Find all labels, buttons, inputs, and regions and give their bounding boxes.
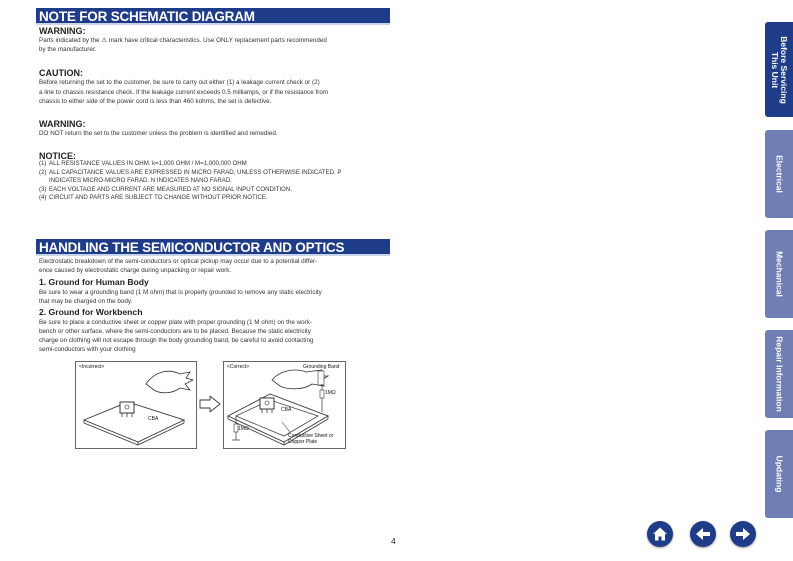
arrow-right-icon	[735, 526, 751, 542]
forward-button[interactable]	[730, 521, 756, 547]
notice-item	[39, 186, 341, 195]
notice-item	[39, 160, 341, 169]
tab-before-servicing[interactable]	[765, 22, 793, 117]
notice-number: (2)	[39, 168, 47, 176]
warning-heading: WARNING:	[39, 26, 86, 36]
incorrect-figure	[75, 361, 197, 449]
step1-heading: 1. Ground for Human Body	[39, 277, 149, 287]
notice-list	[39, 160, 341, 203]
notice-item	[39, 194, 341, 203]
notice-text: ALL RESISTANCE VALUES IN OHM. k=1,000 OHM / M=1,000,000 OHM	[49, 160, 247, 167]
tab-electrical[interactable]	[765, 130, 793, 218]
cba-label: CBA	[281, 407, 292, 413]
notice-text: ALL CAPACITANCE VALUES ARE EXPRESSED IN MICRO FARAD, UNLESS OTHERWISE INDICATED. P	[49, 168, 342, 176]
incorrect-label: <Incorrect>	[79, 364, 105, 370]
conductive-sheet-label: Conductive Sheet or	[288, 433, 334, 439]
tab-label: Electrical	[774, 155, 785, 193]
warning-text-line: Parts indicated by the ⚠ mark have critical characteristics. Use ONLY replacement parts recommended	[39, 37, 327, 44]
tab-label-line: Before Servicing	[779, 35, 789, 104]
intro-text-line: ence caused by electrostatic charge during unpacking or repair work.	[39, 267, 232, 274]
incorrect-illustration	[76, 362, 196, 448]
home-button[interactable]	[647, 521, 673, 547]
notice-text: CIRCUIT AND PARTS ARE SUBJECT TO CHANGE WITHOUT PRIOR NOTICE.	[49, 194, 268, 201]
resistor-label: 1MΩ	[238, 426, 249, 432]
semiconductor-section-title: HANDLING THE SEMICONDUCTOR AND OPTICS	[36, 239, 390, 256]
step1-text-line: Be sure to wear a grounding band (1 M ohm) that is properly grounded to remove any static electricity	[39, 289, 322, 296]
notice-number: (1)	[39, 160, 47, 167]
notice-heading: NOTICE:	[39, 151, 76, 161]
home-icon	[652, 526, 668, 542]
notice-text: INDICATES MICRO-MICRO FARAD. N INDICATES NANO FARAD.	[49, 177, 232, 184]
tab-label-line: This Unit	[770, 51, 780, 88]
tab-label: Mechanical	[774, 251, 785, 297]
cba-label: CBA	[148, 416, 159, 422]
correct-label: <Correct>	[227, 364, 250, 370]
schematic-section-title: NOTE FOR SCHEMATIC DIAGRAM	[36, 8, 390, 25]
caution-text-line: Before returning the set to the customer, be sure to carry out either (1) a leakage current check or (2)	[39, 79, 320, 86]
step2-heading: 2. Ground for Workbench	[39, 307, 143, 317]
step2-text-line: Be sure to place a conductive sheet or copper plate with proper grounding (1 M ohm) on the work-	[39, 319, 313, 326]
resistor-label: 1MΩ	[325, 390, 336, 396]
correct-figure	[223, 361, 346, 449]
tab-mechanical[interactable]	[765, 230, 793, 318]
warning-heading-2: WARNING:	[39, 119, 86, 129]
step2-text-line: semi-conductors with your clothing	[39, 346, 136, 353]
notice-item-continued	[39, 177, 341, 186]
notice-item	[39, 169, 341, 178]
back-button[interactable]	[690, 521, 716, 547]
tab-label: Repair Information	[774, 336, 785, 412]
step1-text-line: that may be charged on the body.	[39, 298, 133, 305]
warning-text-line: DO NOT return the set to the customer unless the problem is identified and remedied.	[39, 130, 278, 137]
tab-repair-information[interactable]	[765, 330, 793, 418]
page-number: 4	[391, 536, 396, 546]
notice-number: (3)	[39, 185, 47, 193]
caution-text-line: a line to chassis resistance check. If the leakage current exceeds 0.5 milliamps, or if the resistance from	[39, 89, 329, 96]
tab-label: Updating	[774, 455, 785, 493]
tab-updating[interactable]	[765, 430, 793, 518]
warning-text-line: by the manufacturer.	[39, 46, 97, 53]
step2-text-line: charge on clothing will not escape through the body grounding band, be careful to avoid contacting	[39, 337, 314, 344]
intro-text-line: Electrostatic breakdown of the semi-conductors or optical pickup may occur due to a potential differ-	[39, 258, 318, 265]
step2-text-line: bench or other surface, where the semi-conductors are to be placed. Because the static electricity	[39, 328, 311, 335]
notice-text: EACH VOLTAGE AND CURRENT ARE MEASURED AT NO SIGNAL INPUT CONDITION.	[49, 185, 292, 193]
caution-text-line: chassis to either side of the power cord is less than 460 kohms, the set is defective.	[39, 98, 272, 105]
arrow-right-icon	[199, 396, 221, 412]
conductive-sheet-label: Copper Plate	[288, 439, 318, 445]
caution-heading: CAUTION:	[39, 68, 83, 78]
arrow-left-icon	[695, 526, 711, 542]
tab-label	[770, 36, 788, 104]
grounding-band-label: Grounding Band	[303, 364, 340, 370]
notice-number: (4)	[39, 194, 47, 201]
